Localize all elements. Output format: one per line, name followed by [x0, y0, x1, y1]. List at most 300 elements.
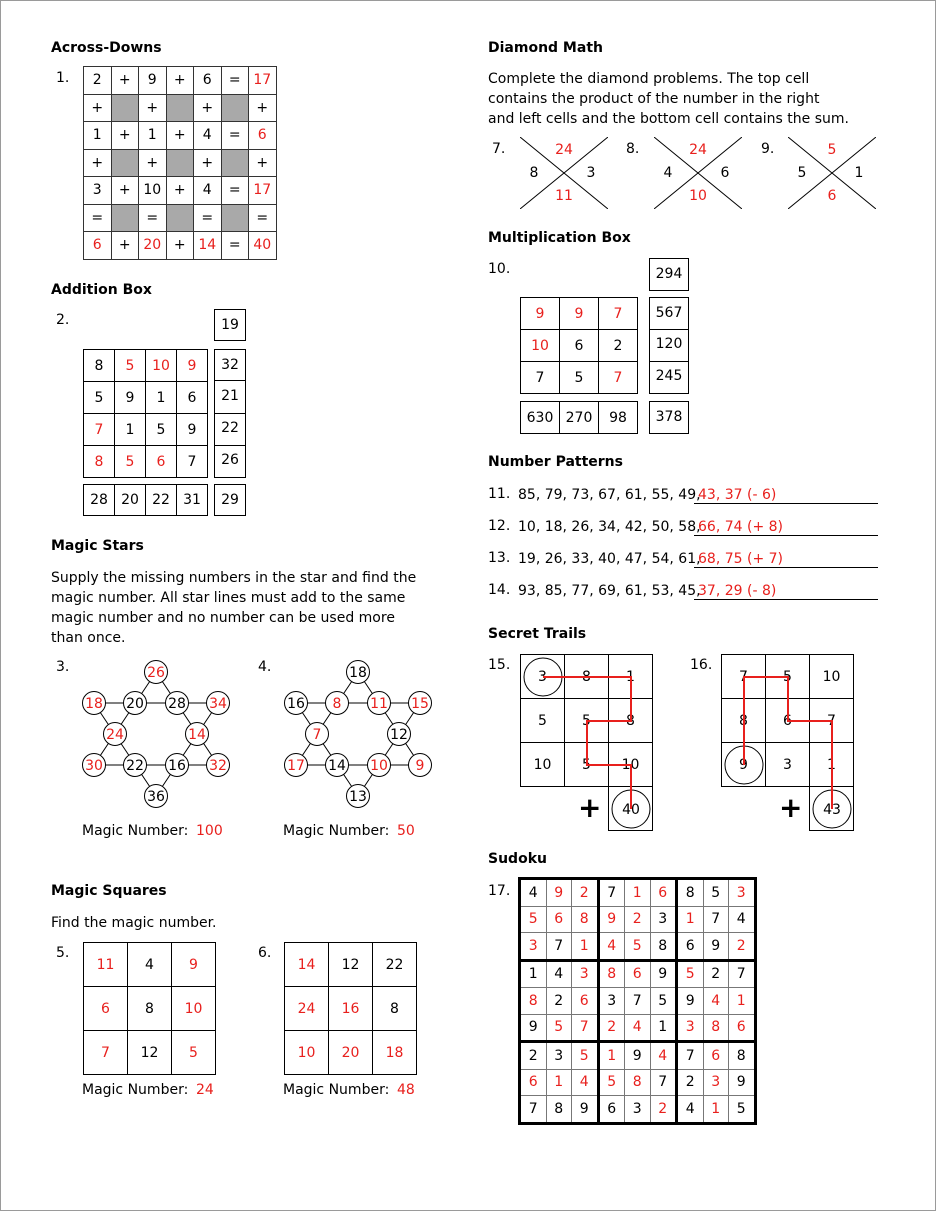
- given-cell: 6: [766, 699, 810, 743]
- answer-cell: 7: [572, 1014, 599, 1042]
- grid-row: [84, 414, 208, 446]
- problem-number: 10.: [488, 261, 511, 277]
- given-cell: 2: [520, 1042, 547, 1070]
- given-cell: 4: [729, 906, 756, 933]
- sudoku-row: [520, 1042, 756, 1070]
- problem-number: 11.: [488, 486, 511, 502]
- sudoku-row: [520, 933, 756, 961]
- problem-number: 2.: [56, 312, 70, 328]
- diamond-bottom-value: 11: [555, 188, 573, 204]
- given-cell: 2: [677, 1069, 704, 1096]
- diamond-left-value: 5: [797, 165, 807, 181]
- answer-cell: 10: [172, 987, 216, 1031]
- pattern-sequence: 19, 26, 33, 40, 47, 54, 61,: [518, 551, 701, 567]
- shaded-cell: [221, 204, 249, 232]
- svg-text:24: 24: [106, 727, 124, 743]
- answer-cell: 20: [139, 232, 167, 260]
- addition-diagonal-sum: 19: [214, 309, 246, 341]
- star-node: [368, 692, 391, 715]
- star-node: [166, 754, 189, 777]
- given-cell: 7: [703, 906, 729, 933]
- answer-cell: 10: [146, 350, 177, 382]
- answer-cell: 4: [650, 1042, 677, 1070]
- answer-cell: 7: [599, 298, 638, 330]
- answer-cell: 9: [177, 350, 208, 382]
- given-cell: +: [84, 149, 112, 177]
- given-cell: 1: [609, 655, 653, 699]
- grid-row: [84, 149, 277, 177]
- given-cell: 9: [722, 743, 766, 787]
- grid-row: [722, 655, 854, 699]
- given-cell: 6: [194, 67, 222, 95]
- addition-column-sums: [83, 484, 208, 516]
- plus-sign: +: [578, 791, 602, 824]
- given-cell: 9: [650, 960, 677, 988]
- grid-row: [84, 987, 216, 1031]
- given-cell: +: [111, 232, 139, 260]
- grid-row: [521, 402, 638, 434]
- star-node: [409, 754, 432, 777]
- grid-row: [285, 1031, 417, 1075]
- pattern-sequence: 10, 18, 26, 34, 42, 50, 58,: [518, 519, 701, 535]
- star-node: [207, 754, 230, 777]
- given-cell: 12: [128, 1031, 172, 1075]
- given-cell: 270: [560, 402, 599, 434]
- given-cell: 630: [521, 402, 560, 434]
- diamond-bottom-value: 10: [689, 188, 707, 204]
- given-cell: +: [84, 94, 112, 122]
- grid-row: [84, 382, 208, 414]
- magic-stars-heading: Magic Stars: [51, 538, 144, 554]
- given-cell: +: [249, 149, 277, 177]
- given-cell: 2: [703, 960, 729, 988]
- given-cell: 9: [677, 988, 704, 1015]
- given-cell: 4: [546, 960, 572, 988]
- given-cell: 2: [546, 988, 572, 1015]
- given-cell: =: [221, 232, 249, 260]
- given-cell: 3: [766, 743, 810, 787]
- answer-cell: 4: [598, 933, 625, 961]
- pattern-answer: 37, 29 (- 8): [698, 583, 777, 599]
- given-cell: 1: [810, 743, 854, 787]
- answer-cell: 5: [520, 906, 547, 933]
- given-cell: 31: [177, 485, 208, 516]
- answer-cell: 20: [329, 1031, 373, 1075]
- answer-cell: 5: [172, 1031, 216, 1075]
- given-cell: 1: [115, 414, 146, 446]
- given-cell: 8: [373, 987, 417, 1031]
- across-downs-heading: Across-Downs: [51, 40, 162, 56]
- svg-text:12: 12: [390, 727, 408, 743]
- given-cell: +: [111, 67, 139, 95]
- grid-row: [84, 204, 277, 232]
- grid-row: [521, 655, 653, 699]
- magic-squares-heading: Magic Squares: [51, 883, 167, 899]
- answer-cell: 14: [194, 232, 222, 260]
- svg-text:7: 7: [312, 727, 322, 743]
- problem-number: 16.: [690, 657, 713, 673]
- answer-cell: 6: [650, 879, 677, 907]
- star-node: [285, 692, 308, 715]
- shaded-cell: [221, 94, 249, 122]
- given-cell: 7: [177, 446, 208, 478]
- given-cell: +: [166, 122, 194, 150]
- answer-cell: 17: [249, 67, 277, 95]
- pattern-sequence: 93, 85, 77, 69, 61, 53, 45,: [518, 583, 701, 599]
- star-node: [326, 754, 349, 777]
- given-cell: 3: [625, 1096, 651, 1124]
- magic-number-label: Magic Number:: [283, 823, 390, 839]
- answer-cell: 6: [625, 960, 651, 988]
- grid-row: [722, 699, 854, 743]
- star-node: [347, 661, 370, 684]
- given-cell: 3: [84, 177, 112, 205]
- answer-cell: 6: [703, 1042, 729, 1070]
- answer-cell: 8: [703, 1014, 729, 1042]
- svg-text:16: 16: [287, 696, 305, 712]
- given-cell: 8: [546, 1096, 572, 1124]
- magic-number-value: 24: [196, 1082, 214, 1098]
- answer-cell: 6: [520, 1069, 547, 1096]
- secret-trails-heading: Secret Trails: [488, 626, 587, 642]
- sudoku-heading: Sudoku: [488, 851, 547, 867]
- answer-cell: 7: [599, 362, 638, 394]
- answer-cell: 6: [84, 987, 128, 1031]
- diamond-top-value: 5: [827, 142, 837, 158]
- answer-cell: 8: [520, 988, 547, 1015]
- given-cell: 2: [599, 330, 638, 362]
- svg-text:43: 43: [823, 802, 841, 818]
- given-cell: 9: [703, 933, 729, 961]
- magic-star-2: [278, 656, 438, 811]
- answer-cell: 3: [520, 933, 547, 961]
- given-cell: 7: [677, 1042, 704, 1070]
- given-cell: 7: [598, 879, 625, 907]
- answer-cell: 8: [84, 446, 115, 478]
- svg-text:16: 16: [168, 758, 186, 774]
- grid-row: [521, 743, 653, 787]
- answer-cell: 2: [729, 933, 756, 961]
- answer-cell: 1: [625, 879, 651, 907]
- svg-text:11: 11: [370, 696, 388, 712]
- sudoku-row: [520, 988, 756, 1015]
- diamond-left-value: 8: [529, 165, 539, 181]
- answer-cell: 5: [115, 446, 146, 478]
- svg-text:34: 34: [209, 696, 227, 712]
- answer-cell: 5: [677, 960, 704, 988]
- given-cell: =: [84, 204, 112, 232]
- grid-row: [285, 943, 417, 987]
- shaded-cell: [221, 149, 249, 177]
- given-cell: 9: [115, 382, 146, 414]
- problem-number: 15.: [488, 657, 511, 673]
- sudoku-row: [520, 879, 756, 907]
- grid-row: [84, 350, 208, 382]
- grid-row: [521, 699, 653, 743]
- problem-number: 14.: [488, 582, 511, 598]
- addition-box-heading: Addition Box: [51, 282, 152, 298]
- grid-row: [521, 362, 638, 394]
- given-cell: 7: [650, 1069, 677, 1096]
- sudoku-grid: [518, 877, 757, 1125]
- diamond-bottom-value: 6: [827, 188, 837, 204]
- problem-number: 9.: [761, 141, 775, 157]
- given-cell: 7: [520, 1096, 547, 1124]
- svg-text:8: 8: [332, 696, 342, 712]
- row-sum: 21: [214, 381, 246, 414]
- row-product: 567: [649, 297, 689, 330]
- answer-cell: 2: [572, 879, 599, 907]
- answer-cell: 9: [172, 943, 216, 987]
- pattern-answer: 43, 37 (- 6): [698, 487, 777, 503]
- answer-line: [694, 599, 878, 600]
- problem-number: 6.: [258, 945, 272, 961]
- given-cell: 1: [139, 122, 167, 150]
- given-cell: 7: [810, 699, 854, 743]
- trail-end-box: [809, 786, 854, 831]
- trail-end-box: [608, 786, 653, 831]
- sudoku-row: [520, 1014, 756, 1042]
- answer-cell: 14: [285, 943, 329, 987]
- star-node: [124, 692, 147, 715]
- answer-cell: 9: [598, 906, 625, 933]
- star-node: [186, 723, 209, 746]
- sudoku-row: [520, 906, 756, 933]
- given-cell: 8: [84, 350, 115, 382]
- problem-number: 4.: [258, 659, 272, 675]
- star-node: [83, 692, 106, 715]
- multiplication-box-grid: [520, 297, 638, 394]
- star-node: [409, 692, 432, 715]
- given-cell: 1: [520, 960, 547, 988]
- magic-square-1: [83, 942, 216, 1075]
- answer-cell: 9: [560, 298, 599, 330]
- pattern-sequence: 85, 79, 73, 67, 61, 55, 49,: [518, 487, 701, 503]
- answer-cell: 7: [84, 414, 115, 446]
- given-cell: 5: [146, 414, 177, 446]
- given-cell: 1: [650, 1014, 677, 1042]
- given-cell: 3: [546, 1042, 572, 1070]
- answer-cell: 10: [521, 330, 560, 362]
- svg-text:30: 30: [85, 758, 103, 774]
- given-cell: 4: [128, 943, 172, 987]
- diamond-left-value: 4: [663, 165, 673, 181]
- given-cell: +: [166, 67, 194, 95]
- given-cell: 3: [650, 906, 677, 933]
- grid-row: [84, 485, 208, 516]
- given-cell: 10: [810, 655, 854, 699]
- svg-text:40: 40: [622, 802, 640, 818]
- answer-line: [694, 567, 878, 568]
- svg-text:18: 18: [85, 696, 103, 712]
- answer-cell: 6: [249, 122, 277, 150]
- answer-cell: 4: [703, 988, 729, 1015]
- given-cell: =: [139, 204, 167, 232]
- row-sum: 22: [214, 413, 246, 446]
- diamond-instructions: Complete the diamond problems. The top cell contains the product of the number in the right and left cells and the bottom cell contains the sum.: [488, 71, 849, 127]
- given-cell: +: [111, 177, 139, 205]
- given-cell: 5: [84, 382, 115, 414]
- answer-cell: 4: [572, 1069, 599, 1096]
- given-cell: 6: [177, 382, 208, 414]
- grid-row: [84, 177, 277, 205]
- star-node: [326, 692, 349, 715]
- pattern-answer: 66, 74 (+ 8): [698, 519, 783, 535]
- star-node: [368, 754, 391, 777]
- svg-text:13: 13: [349, 789, 367, 805]
- shaded-cell: [166, 94, 194, 122]
- grid-row: [84, 67, 277, 95]
- given-cell: +: [194, 149, 222, 177]
- svg-text:14: 14: [328, 758, 346, 774]
- answer-cell: 3: [572, 960, 599, 988]
- given-cell: 9: [177, 414, 208, 446]
- magic-square-2: [284, 942, 417, 1075]
- given-cell: 5: [521, 699, 565, 743]
- star-node: [104, 723, 127, 746]
- given-cell: +: [249, 94, 277, 122]
- magic-stars-instructions: Supply the missing numbers in the star and find the magic number. All star lines must add to the same magic number and no number can be used more than once.: [51, 570, 417, 646]
- star-node: [207, 692, 230, 715]
- answer-cell: 1: [729, 988, 756, 1015]
- grid-row: [285, 987, 417, 1031]
- given-cell: 1: [146, 382, 177, 414]
- row-sum: 26: [214, 445, 246, 478]
- answer-line: [694, 535, 878, 536]
- answer-line: [694, 503, 878, 504]
- given-cell: 4: [677, 1096, 704, 1124]
- given-cell: 9: [139, 67, 167, 95]
- given-cell: 4: [194, 177, 222, 205]
- answer-cell: 6: [729, 1014, 756, 1042]
- number-patterns-heading: Number Patterns: [488, 454, 623, 470]
- grid-row: [84, 122, 277, 150]
- row-product: 245: [649, 361, 689, 394]
- answer-cell: 3: [677, 1014, 704, 1042]
- problem-number: 3.: [56, 659, 70, 675]
- across-downs-grid: [83, 66, 277, 260]
- problem-number: 17.: [488, 883, 511, 899]
- magic-star-1: [76, 656, 236, 811]
- answer-cell: 2: [650, 1096, 677, 1124]
- shaded-cell: [111, 149, 139, 177]
- svg-text:26: 26: [147, 665, 165, 681]
- problem-number: 8.: [626, 141, 640, 157]
- answer-cell: 6: [146, 446, 177, 478]
- answer-cell: 1: [677, 906, 704, 933]
- answer-cell: 2: [598, 1014, 625, 1042]
- given-cell: 12: [329, 943, 373, 987]
- addition-box-grid: [83, 349, 208, 478]
- given-cell: 7: [625, 988, 651, 1015]
- given-cell: 5: [650, 988, 677, 1015]
- svg-text:18: 18: [349, 665, 367, 681]
- given-cell: +: [139, 94, 167, 122]
- diamond-math-heading: Diamond Math: [488, 40, 603, 56]
- magic-number-label: Magic Number:: [283, 1082, 390, 1098]
- given-cell: 22: [373, 943, 417, 987]
- given-cell: +: [166, 232, 194, 260]
- svg-text:20: 20: [126, 696, 144, 712]
- given-cell: 98: [599, 402, 638, 434]
- answer-cell: 1: [572, 933, 599, 961]
- given-cell: 9: [520, 1014, 547, 1042]
- given-cell: =: [249, 204, 277, 232]
- star-node: [124, 754, 147, 777]
- diamond-right-value: 6: [720, 165, 730, 181]
- star-node: [347, 785, 370, 808]
- given-cell: 10: [521, 743, 565, 787]
- given-cell: 8: [722, 699, 766, 743]
- answer-cell: 3: [729, 879, 756, 907]
- magic-number-label: Magic Number:: [82, 823, 189, 839]
- given-cell: 8: [565, 655, 609, 699]
- given-cell: 5: [560, 362, 599, 394]
- row-product: 120: [649, 329, 689, 362]
- given-cell: 10: [139, 177, 167, 205]
- given-cell: =: [221, 67, 249, 95]
- grid-row: [521, 298, 638, 330]
- sudoku-row: [520, 1069, 756, 1096]
- svg-text:22: 22: [126, 758, 144, 774]
- given-cell: 7: [729, 960, 756, 988]
- given-cell: =: [194, 204, 222, 232]
- grid-row: [84, 232, 277, 260]
- answer-cell: 40: [249, 232, 277, 260]
- magic-number-value: 100: [196, 823, 223, 839]
- given-cell: 10: [609, 743, 653, 787]
- diamond-top-value: 24: [555, 142, 573, 158]
- given-cell: 7: [722, 655, 766, 699]
- problem-number: 12.: [488, 518, 511, 534]
- answer-cell: 6: [84, 232, 112, 260]
- answer-cell: 1: [703, 1096, 729, 1124]
- answer-cell: 6: [546, 906, 572, 933]
- answer-cell: 5: [572, 1042, 599, 1070]
- diamond-right-value: 3: [586, 165, 596, 181]
- star-node: [285, 754, 308, 777]
- problem-number: 5.: [56, 945, 70, 961]
- pattern-answer: 68, 75 (+ 7): [698, 551, 783, 567]
- given-cell: 8: [729, 1042, 756, 1070]
- star-node: [306, 723, 329, 746]
- star-node: [145, 661, 168, 684]
- answer-cell: 5: [546, 1014, 572, 1042]
- answer-cell: 11: [84, 943, 128, 987]
- multiplication-diagonal-product: 294: [649, 258, 689, 291]
- problem-number: 13.: [488, 550, 511, 566]
- answer-cell: 5: [598, 1069, 625, 1096]
- given-cell: 8: [128, 987, 172, 1031]
- given-cell: 8: [609, 699, 653, 743]
- given-cell: 22: [146, 485, 177, 516]
- answer-cell: 16: [329, 987, 373, 1031]
- svg-text:17: 17: [287, 758, 305, 774]
- given-cell: 4: [520, 879, 547, 907]
- given-cell: 2: [84, 67, 112, 95]
- given-cell: +: [139, 149, 167, 177]
- given-cell: 6: [560, 330, 599, 362]
- given-cell: 5: [565, 699, 609, 743]
- grid-row: [84, 446, 208, 478]
- given-cell: 7: [521, 362, 560, 394]
- given-cell: 3: [598, 988, 625, 1015]
- star-node: [145, 785, 168, 808]
- answer-cell: 1: [546, 1069, 572, 1096]
- diamond-top-value: 24: [689, 142, 707, 158]
- shaded-cell: [111, 204, 139, 232]
- shaded-cell: [111, 94, 139, 122]
